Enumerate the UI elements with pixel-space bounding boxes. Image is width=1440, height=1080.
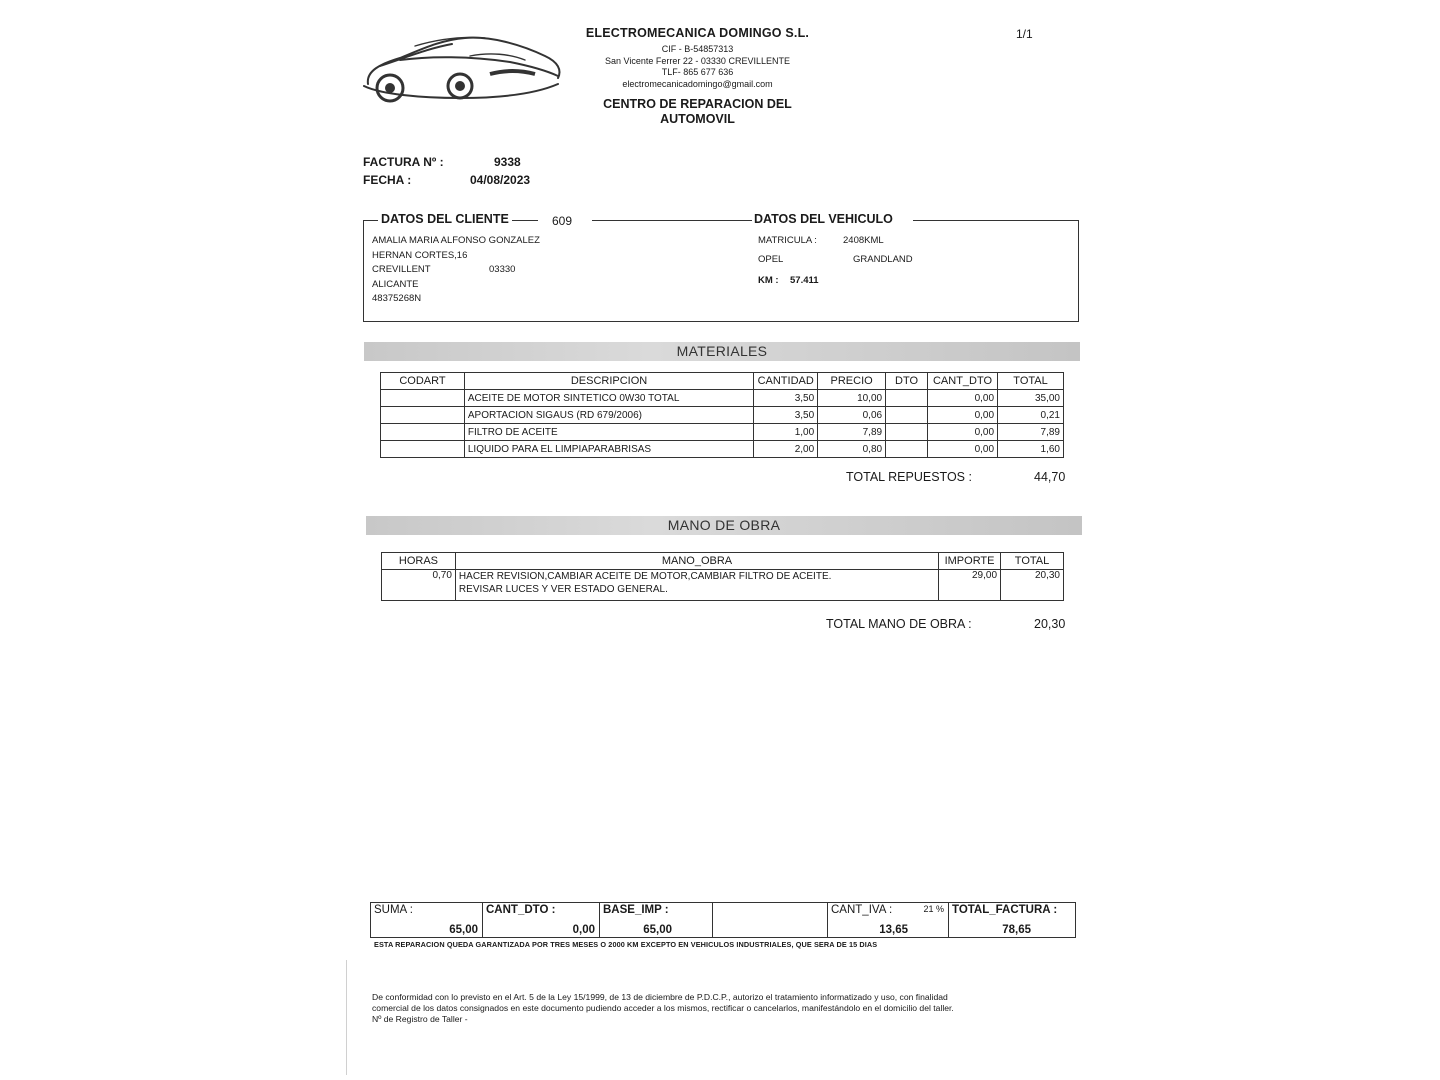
iva-rate: 21 % [923,904,944,914]
client-section-title: DATOS DEL CLIENTE [378,212,512,226]
total-factura-label: TOTAL_FACTURA : [952,904,1058,916]
invoice-number-label: FACTURA Nº : [363,155,444,169]
summary-cant-dto [483,903,600,937]
client-postal-code: 03330 [489,264,516,275]
col-cant-dto: CANT_DTO [928,373,998,390]
vehicle-km-label: KM : [758,275,779,286]
cell-descripcion: ACEITE DE MOTOR SINTETICO 0W30 TOTAL [464,390,753,407]
client-city: CREVILLENT [372,264,431,275]
scan-edge [346,960,347,1075]
cell-cantidad: 2,00 [754,441,818,458]
invoice-date: 04/08/2023 [470,173,531,187]
company-address: San Vicente Ferrer 22 - 03330 CREVILLENTE [605,55,790,66]
mano-obra-line-1: HACER REVISION,CAMBIAR ACEITE DE MOTOR,CAMBIAR FILTRO DE ACEITE. [458,571,832,582]
vehicle-km: 57.411 [790,275,819,286]
cell-importe: 29,00 [939,570,1001,601]
suma-value: 65,00 [449,924,478,936]
cell-cantidad: 1,00 [754,424,818,441]
legal-text [372,992,1062,1025]
cell-total: 20,30 [1001,570,1064,601]
total-repuestos-value: 44,70 [1034,470,1066,484]
total-mano-obra-label: TOTAL MANO DE OBRA : [826,617,972,631]
invoice-number: 9338 [494,155,521,169]
col-total: TOTAL [998,373,1064,390]
base-imp-value: 65,00 [643,924,672,936]
col-horas: HORAS [382,553,456,570]
cell-precio: 7,89 [818,424,886,441]
labor-header-row [382,553,1064,570]
cell-codart [381,441,465,458]
col-dto: DTO [886,373,928,390]
company-email: electromecanicadomingo@gmail.com [622,78,773,89]
car-logo-icon [360,26,565,106]
cell-codart [381,407,465,424]
cell-cantidad: 3,50 [754,390,818,407]
cell-cant-dto: 0,00 [928,441,998,458]
col-precio: PRECIO [818,373,886,390]
cant-dto-value: 0,00 [572,924,595,936]
subtitle-line-2: AUTOMOVIL [660,112,735,126]
table-row [381,407,1064,424]
cell-total: 1,60 [998,441,1064,458]
invoice-date-label: FECHA : [363,173,412,187]
warranty-text: ESTA REPARACION QUEDA GARANTIZADA POR TRES MESES O 2000 KM EXCEPTO EN VEHICULOS INDUSTRIALES, QUE SERA DE 15 DIAS [374,940,878,949]
vehicle-plate-label: MATRICULA : [758,235,817,246]
materials-header-row [381,373,1064,390]
col-descripcion: DESCRIPCION [464,373,753,390]
materials-section-bar: MATERIALES [364,342,1080,361]
cell-dto [886,441,928,458]
cell-mano-obra [455,570,938,601]
cell-dto [886,407,928,424]
cell-codart [381,390,465,407]
cell-dto [886,390,928,407]
vehicle-section-title: DATOS DEL VEHICULO [752,212,913,226]
col-total: TOTAL [1001,553,1064,570]
subtitle-line-1: CENTRO DE REPARACION DEL [603,97,792,111]
cell-precio: 10,00 [818,390,886,407]
client-street: HERNAN CORTES,16 [372,249,468,261]
cell-cant-dto: 0,00 [928,390,998,407]
col-importe: IMPORTE [939,553,1001,570]
total-repuestos-label: TOTAL REPUESTOS : [846,470,972,484]
suma-label: SUMA : [374,904,413,916]
cell-horas: 0,70 [382,570,456,601]
col-mano-obra: MANO_OBRA [455,553,938,570]
summary-empty [713,903,828,937]
client-province: ALICANTE [372,278,419,290]
materials-table [380,372,1064,458]
cell-total: 35,00 [998,390,1064,407]
cant-dto-label: CANT_DTO : [486,904,556,916]
table-row [381,424,1064,441]
cell-cant-dto: 0,00 [928,407,998,424]
total-mano-obra-value: 20,30 [1034,617,1066,631]
cant-iva-label: CANT_IVA : [831,904,893,916]
table-row [381,441,1064,458]
table-row [382,570,1064,601]
cell-cantidad: 3,50 [754,407,818,424]
vehicle-brand: OPEL [758,254,784,265]
legal-line-1: De conformidad con lo previsto en el Art. 5 de la Ley 15/1999, de 13 de diciembre de P.D.C.P., autorizo el tratamiento informatizado y uso, con finalidad [372,992,948,1002]
total-factura-value: 78,65 [1002,924,1031,936]
labor-section-bar: MANO DE OBRA [366,516,1082,535]
base-imp-label: BASE_IMP : [603,904,669,916]
col-cantidad: CANTIDAD [754,373,818,390]
company-phone: TLF- 865 677 636 [661,67,734,77]
summary-cant-iva [828,903,949,937]
summary-base-imp [600,903,713,937]
vehicle-model: GRANDLAND [853,254,913,265]
col-codart: CODART [381,373,465,390]
cell-descripcion: FILTRO DE ACEITE [464,424,753,441]
client-id: 48375268N [372,293,422,304]
cant-iva-value: 13,65 [879,924,908,936]
cell-descripcion: APORTACION SIGAUS (RD 679/2006) [464,407,753,424]
client-name: AMALIA MARIA ALFONSO GONZALEZ [372,235,540,246]
summary-suma [371,903,483,937]
cell-codart [381,424,465,441]
legal-line-3: Nº de Registro de Taller - [372,1014,468,1024]
cell-precio: 0,80 [818,441,886,458]
vehicle-plate: 2408KML [843,235,884,246]
cell-dto [886,424,928,441]
summary-total-factura [949,903,1075,937]
company-cif: CIF - B-54857313 [661,44,734,54]
cell-descripcion: LIQUIDO PARA EL LIMPIAPARABRISAS [464,441,753,458]
company-name: ELECTROMECANICA DOMINGO S.L. [585,26,810,40]
cell-total: 7,89 [998,424,1064,441]
cell-total: 0,21 [998,407,1064,424]
summary-box [370,902,1076,938]
company-subtitle [560,97,835,127]
labor-table [381,552,1064,601]
cell-cant-dto: 0,00 [928,424,998,441]
page-number: 1/1 [1016,27,1033,41]
client-code: 609 [542,214,592,228]
legal-line-2: comercial de los datos consignados en este documento pudiendo acceder a los mismos, rectificar o cancelarlos, manifestándolo en el domicilio del taller. [372,1003,954,1013]
cell-precio: 0,06 [818,407,886,424]
table-row [381,390,1064,407]
mano-obra-line-2: REVISAR LUCES Y VER ESTADO GENERAL. [458,584,668,595]
